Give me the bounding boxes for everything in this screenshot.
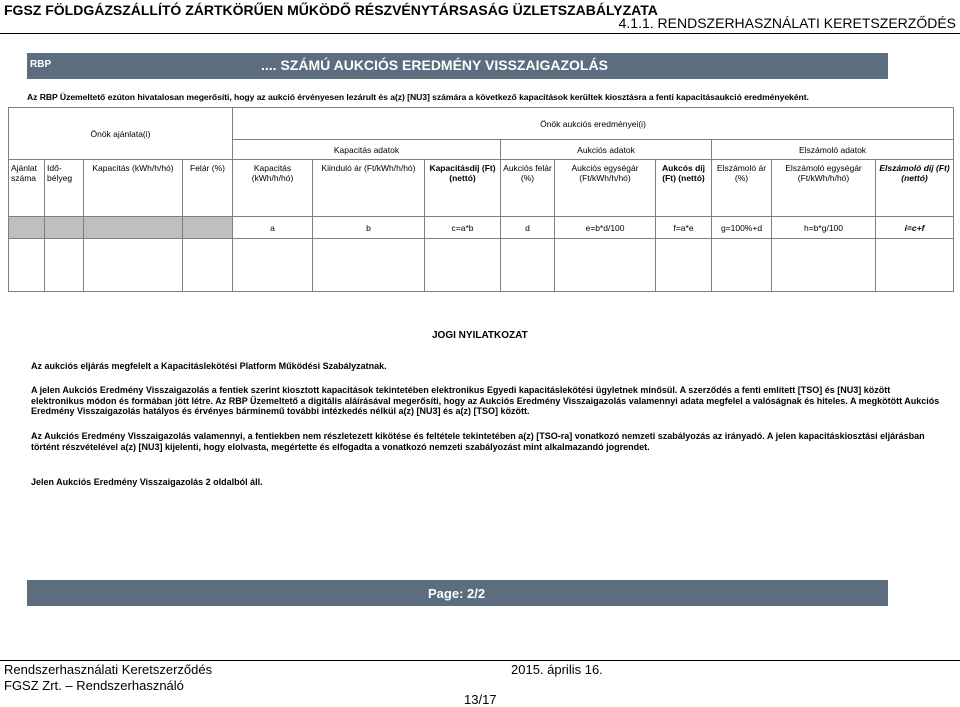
empty-cell [772, 239, 876, 292]
sub-settlement-data: Elszámoló adatok [712, 140, 954, 160]
col-capacity-fee: Kapacitásdíj (Ft) (nettó) [425, 160, 501, 217]
col-settlement-price: Elszámoló ár (%) [712, 160, 772, 217]
auction-results-table [8, 107, 954, 292]
formula-cell: h=b*g/100 [772, 217, 876, 239]
legal-title: JOGI NYILATKOZAT [432, 330, 528, 341]
empty-cell [425, 239, 501, 292]
formula-cell: c=a*b [425, 217, 501, 239]
legal-paragraph-2: A jelen Aukciós Eredmény Visszaigazolás a fentiek szerint kiosztott kapacitások tekintetében elektronikus Egyedi kapacitáslekötési ügyletnek minősül. A szerződés a fenti említett [TSO] és [NU3] között elektronikus módon és formában jött létre. Az RBP Üzemeltető a digitális aláírásával megerősíti, hogy az Aukciós Eredmény Visszaigazolás valamennyi adata megfelel a valóságnak és hiteles. A megkötött Aukciós Eredmény Visszaigazolás hatályos és érvényes bárminemű további intézkedés nélkül a(z) [NU3] és a(z) [TSO] között. [31, 385, 940, 416]
formula-cell: i=c+f [876, 217, 954, 239]
empty-cell [9, 239, 45, 292]
col-auction-premium: Aukciós felár (%) [501, 160, 555, 217]
header-section: 4.1.1. RENDSZERHASZNÁLATI KERETSZERZŐDÉS [618, 15, 956, 31]
col-capacity-offer: Kapacitás (kWh/h/hó) [84, 160, 183, 217]
footer-page-number: 13/17 [464, 692, 497, 707]
formula-cell [84, 217, 183, 239]
empty-cell [84, 239, 183, 292]
footer-document: Rendszerhasználati Keretszerződés [4, 662, 213, 677]
formula-cell [9, 217, 45, 239]
confirmation-text: Az RBP Üzemeltető ezúton hivatalosan megerősíti, hogy az aukció érvényesen lezárult és a(z) [NU3] számára a következő kapacitások kerültek kiosztásra a fenti kapacitásaukció eredményeként. [27, 92, 809, 102]
empty-cell [555, 239, 656, 292]
sub-auction-data: Aukciós adatok [501, 140, 712, 160]
formula-cell: a [233, 217, 313, 239]
empty-cell [183, 239, 233, 292]
col-timestamp: Idő-bélyeg [45, 160, 84, 217]
formula-cell [183, 217, 233, 239]
legal-paragraph-3: Az Aukciós Eredmény Visszaigazolás valamennyi, a fentiekben nem részletezett kikötése és feltétele tekintetében a(z) [TSO-ra] vonatkozó nemzeti szabályozás az irányadó. A jelen kapacitáskiosztási eljárásban történt részvételével a(z) [NU3] kijelenti, hogy elolvasta, megértette és elfogadta a vonatkozó nemzeti szabályozást mint alkalmazandó jogrendet. [31, 431, 925, 452]
page-indicator: Page: 2/2 [428, 586, 486, 601]
footer-date: 2015. április 16. [511, 662, 603, 677]
header-title: FGSZ FÖLDGÁZSZÁLLÍTÓ ZÁRTKÖRŰEN MŰKÖDŐ RÉSZVÉNYTÁRSASÁG ÜZLETSZABÁLYZATA [4, 2, 658, 18]
formula-cell: g=100%+d [712, 217, 772, 239]
formula-cell: f=a*e [656, 217, 712, 239]
formula-cell: e=b*d/100 [555, 217, 656, 239]
formula-cell: d [501, 217, 555, 239]
col-auction-unit-price: Aukciós egységár (Ft/kWh/h/hó) [555, 160, 656, 217]
group-offers: Önök ajánlata(i) [9, 108, 233, 160]
col-offer-number: Ajánlat száma [9, 160, 45, 217]
empty-cell [656, 239, 712, 292]
footer-company: FGSZ Zrt. – Rendszerhasználó [4, 678, 184, 693]
empty-cell [712, 239, 772, 292]
empty-cell [45, 239, 84, 292]
title-banner [27, 53, 888, 79]
col-settlement-fee: Elszámoló díj (Ft) (nettó) [876, 160, 954, 217]
empty-cell [233, 239, 313, 292]
sub-capacity-data: Kapacitás adatok [233, 140, 501, 160]
col-capacity: Kapacitás (kWh/h/hó) [233, 160, 313, 217]
col-settlement-unit-price: Elszámoló egységár (Ft/kWh/h/hó) [772, 160, 876, 217]
group-results: Önök aukciós eredményei(i) [233, 108, 954, 140]
banner-title: .... SZÁMÚ AUKCIÓS EREDMÉNY VISSZAIGAZOLÁS [261, 57, 608, 73]
empty-cell [876, 239, 954, 292]
rbp-label: RBP [30, 59, 52, 70]
empty-cell [501, 239, 555, 292]
formula-cell [45, 217, 84, 239]
legal-paragraph-4: Jelen Aukciós Eredmény Visszaigazolás 2 oldalból áll. [31, 477, 263, 487]
legal-paragraph-1: Az aukciós eljárás megfelelt a Kapacitáslekötési Platform Működési Szabályzatnak. [31, 361, 387, 371]
page-bar [27, 580, 888, 606]
footer-divider [0, 660, 960, 661]
col-premium: Felár (%) [183, 160, 233, 217]
col-start-price: Kiinduló ár (Ft/kWh/h/hó) [313, 160, 425, 217]
empty-cell [313, 239, 425, 292]
col-auction-fee: Aukcós díj (Ft) (nettó) [656, 160, 712, 217]
formula-cell: b [313, 217, 425, 239]
header-divider [0, 33, 960, 34]
